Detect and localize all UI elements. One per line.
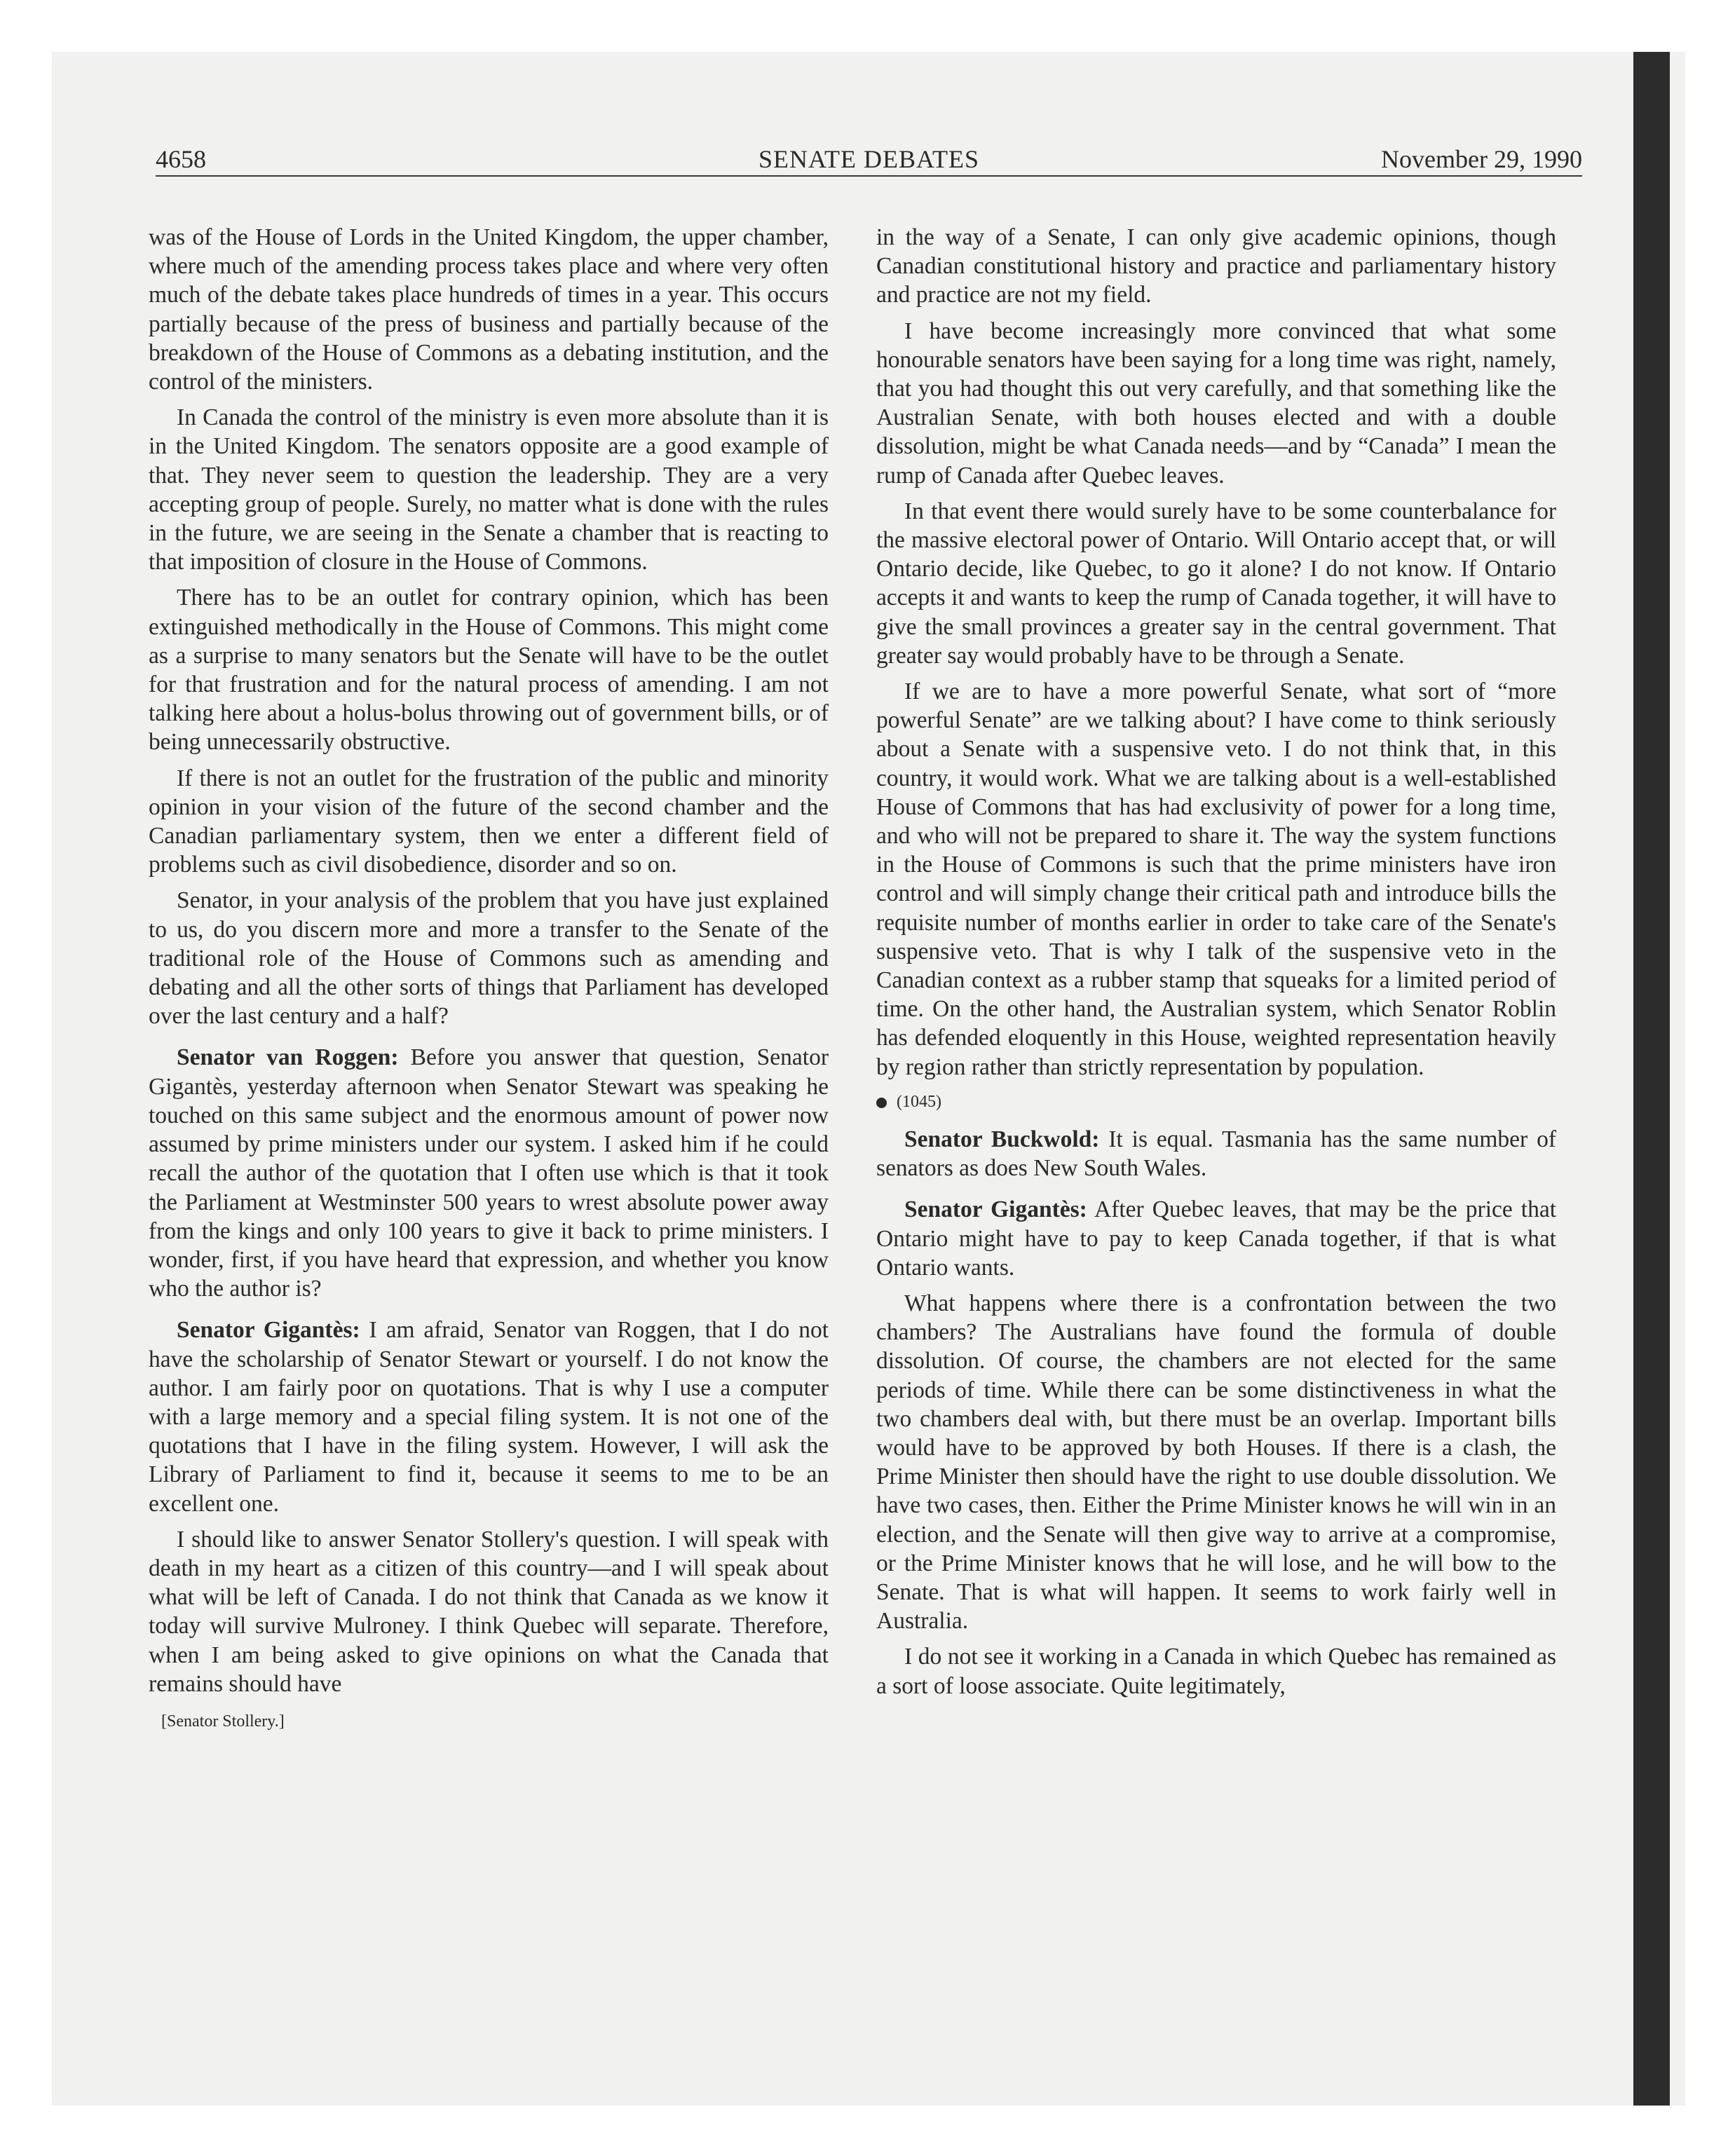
speech-paragraph (149, 1316, 829, 1517)
paragraph: If we are to have a more powerful Senate, what sort of “more powerful Senate” are we talking about? I have come to think seriously about a Senate with a suspensive veto. I do not think that, in this country, it would work. What we are talking about is a well-established House of Commons that has had exclusivity of power for a long time, and who will not be prepared to share it. The way the system functions in the House of Commons is such that the prime ministers have iron control and will simply change their critical path and introduce bills the requisite number of months earlier in order to take care of the Senate's suspensive veto. That is why I talk of the suspensive veto in the Canadian context as a rubber stamp that squeaks for a limited period of time. On the other hand, the Australian system, which Senator Roblin has defended eloquently in this House, weighted representation heavily by region rather than strictly representation by population. (876, 678, 1556, 1080)
right-column (876, 223, 1556, 1707)
publication-title: SENATE DEBATES (758, 145, 979, 173)
paragraph: Senator, in your analysis of the problem that you have just explained to us, do you discern more and more a transfer to the Senate of the traditional role of the House of Commons such as amending and debating and all the other sorts of things that Parliament has developed over the last century and a half? (149, 887, 829, 1030)
paragraph: I do not see it working in a Canada in which Quebec has remained as a sort of loose associate. Quite legitimately, (876, 1644, 1556, 1699)
speaker-name: Senator Buckwold: (904, 1126, 1100, 1152)
time-marker-label: (1045) (897, 1092, 941, 1111)
speaker-name: Senator Gigantès: (904, 1196, 1087, 1223)
speech-text: Before you answer that question, Senator Gigantès, yesterday afternoon when Senator Stewart was speaking he touched on this same subject and the enormous amount of power now assumed by prime ministers under our system. I asked him if he could recall the author of the quotation that I often use which is that it took the Parliament at Westminster 500 years to wrest absolute power away from the kings and only 100 years to give it back to prime ministers. I wonder, first, if you have heard that expression, and whether you know who the author is? (149, 1044, 829, 1302)
speech-paragraph (876, 1195, 1556, 1282)
speech-text: After Quebec leaves, that may be the price that Ontario might have to pay to keep Canada together, if that is what Ontario wants. (876, 1196, 1557, 1281)
speech-text: I am afraid, Senator van Roggen, that I do not have the scholarship of Senator Stewart or yourself. I do not know the author. I am fairly poor on quotations. That is why I use a computer with a large memory and a special filing system. It is not one of the quotations that I have in the filing system. However, I will ask the Library of Parliament to find it, because it seems to me to be an excellent one. (149, 1317, 829, 1517)
paragraph: There has to be an outlet for contrary opinion, which has been extinguished methodically in the House of Commons. This might come as a surprise to many senators but the Senate will have to be the outlet for that frustration and for the natural process of amending. I am not talking here about a holus-bolus throwing out of government bills, or of being unnecessarily obstructive. (149, 585, 829, 756)
bullet-icon (876, 1098, 887, 1108)
page-date: November 29, 1990 (1381, 145, 1582, 173)
paragraph: What happens where there is a confrontation between the two chambers? The Australians have found the formula of double dissolution. Of course, the chambers are not elected for the same periods of time. While there can be some distinctiveness in what the two chambers deal with, but there must be an overlap. Important bills would have to be approved by both Houses. If there is a clash, the Prime Minister then should have the right to use double dissolution. We have two cases, then. Either the Prime Minister knows he will win in an election, and the Senate will then give way to arrive at a compromise, or the Prime Minister knows that he will lose, and he will bow to the Senate. That is what will happen. It seems to work fairly well in Australia. (876, 1290, 1556, 1635)
page-number: 4658 (156, 145, 206, 173)
speaker-footnote: [Senator Stollery.] (161, 1712, 285, 1731)
paragraph: was of the House of Lords in the United Kingdom, the upper chamber, where much of the amending process takes place and where very often much of the debate takes place hundreds of times in a year. This occurs partially because of the press of business and partially because of the breakdown of the House of Commons as a debating institution, and the control of the ministers. (149, 224, 829, 395)
scan-binding-edge (1633, 52, 1670, 2106)
left-column (149, 223, 829, 1732)
running-header (156, 143, 1582, 177)
speaker-name: Senator Gigantès: (177, 1317, 360, 1344)
speaker-name: Senator van Roggen: (177, 1044, 399, 1071)
paragraph: In Canada the control of the ministry is even more absolute than it is in the United Kingdom. The senators opposite are a good example of that. They never seem to question the leadership. They are a very accepting group of people. Surely, no matter what is done with the rules in the future, we are seeing in the Senate a chamber that is reacting to that imposition of closure in the House of Commons. (149, 404, 829, 575)
speech-paragraph (149, 1043, 829, 1303)
paragraph: in the way of a Senate, I can only give academic opinions, though Canadian constitutional history and practice and parliamentary history and practice are not my field. (876, 224, 1556, 308)
paragraph: In that event there would surely have to be some counterbalance for the massive electoral power of Ontario. Will Ontario accept that, or will Ontario decide, like Quebec, to go it alone? I do not know. If Ontario accepts it and wants to keep the rump of Canada together, it will have to give the small provinces a greater say in the central government. That greater say would probably have to be through a Senate. (876, 498, 1556, 669)
speech-text: It is equal. Tasmania has the same number of senators as does New South Wales. (876, 1126, 1556, 1182)
time-marker (876, 1091, 1556, 1112)
paragraph: If there is not an outlet for the frustration of the public and minority opinion in your vision of the future of the second chamber and the Canadian parliamentary system, then we enter a different field of problems such as civil disobedience, disorder and so on. (149, 765, 829, 878)
paragraph: I have become increasingly more convinced that what some honourable senators have been saying for a long time was right, namely, that you had thought this out very carefully, and that something like the Australian Senate, with both houses elected and with a double dissolution, might be what Canada needs—and by “Canada” I mean the rump of Canada after Quebec leaves. (876, 318, 1556, 489)
speech-paragraph (876, 1125, 1556, 1182)
paragraph: I should like to answer Senator Stollery's question. I will speak with death in my heart as a citizen of this country—and I will speak about what will be left of Canada. I do not think that Canada as we know it today will survive Mulroney. I think Quebec will separate. Therefore, when I am being asked to give opinions on what the Canada that remains should have (149, 1526, 829, 1697)
